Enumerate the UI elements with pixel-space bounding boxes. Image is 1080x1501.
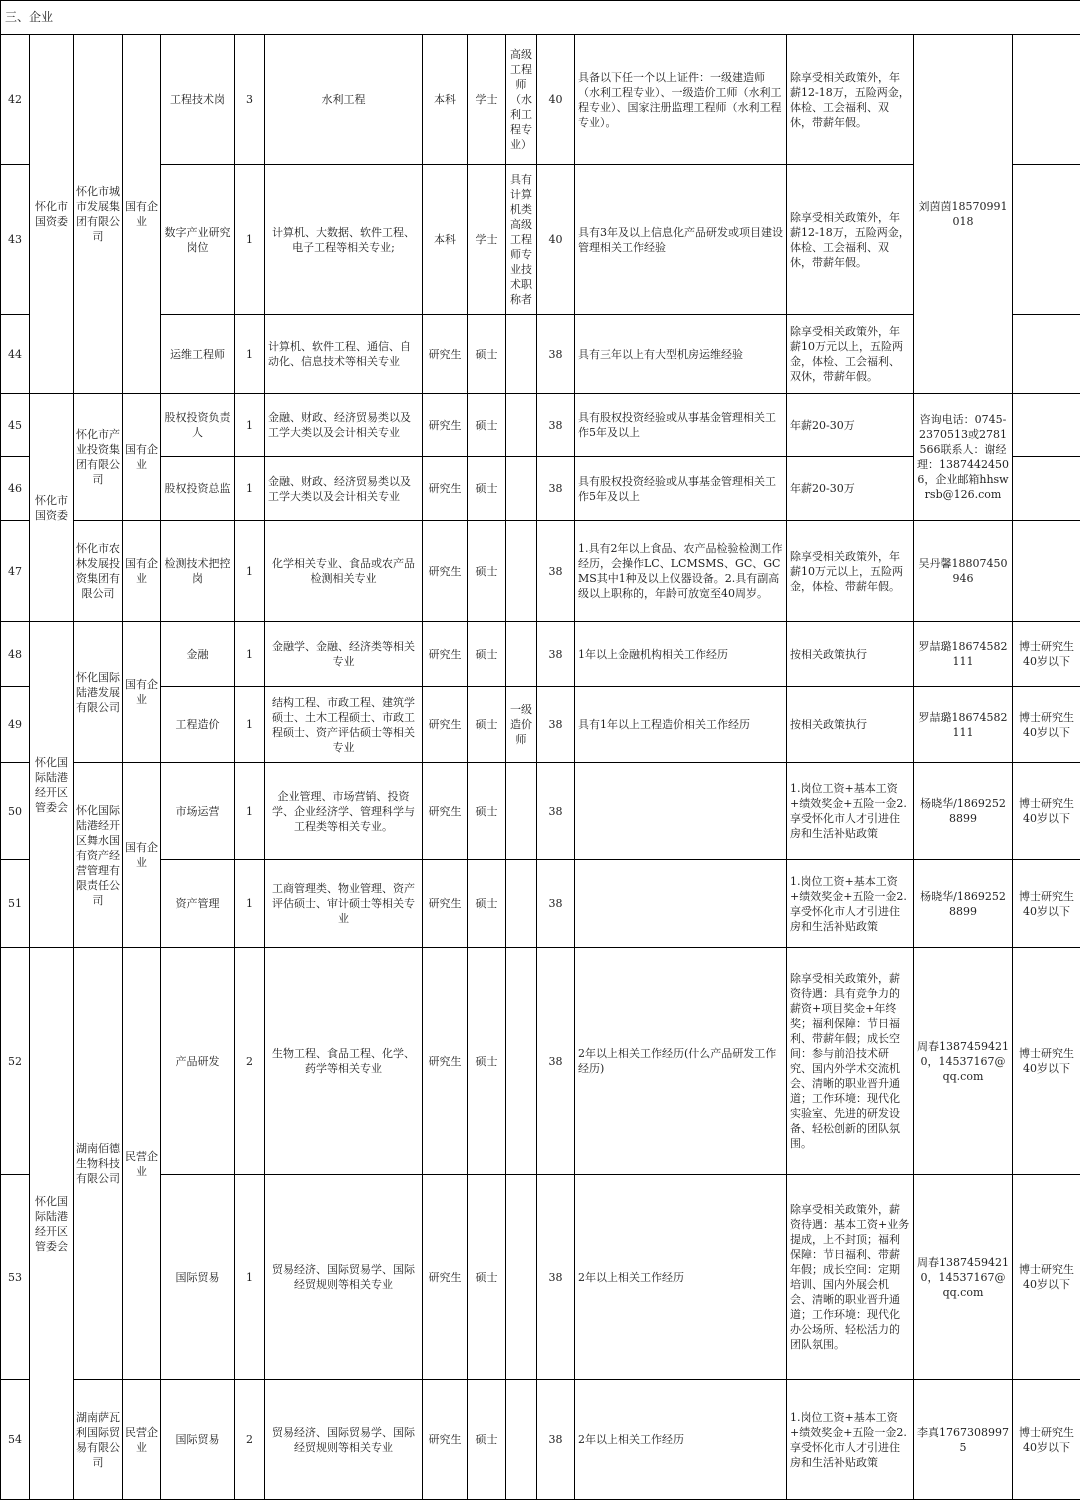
organization-cell: 怀化市城市发展集团有限公司 [74, 35, 123, 394]
contact-cell: 吴丹馨18807450946 [914, 521, 1013, 622]
pay-cell: 除享受相关政策外，薪资待遇：基本工资+业务提成，上不封顶；福利保障：节日福利、带薪年假；成长空间：定期培训、国内外展会机会、清晰的职业晋升通道；工作环境：现代化办公场所、轻松活力的团队氛围。 [787, 1175, 914, 1380]
count-cell: 2 [235, 1380, 265, 1500]
age-cell: 38 [537, 394, 575, 457]
education-cell: 研究生 [423, 622, 468, 687]
remark-cell [1013, 521, 1080, 622]
department-cell: 怀化国际陆港经开区管委会 [30, 622, 74, 948]
count-cell: 1 [235, 622, 265, 687]
post-cell: 工程技术岗 [161, 35, 235, 165]
post-cell: 产品研发 [161, 948, 235, 1175]
education-cell: 研究生 [423, 457, 468, 521]
degree-cell: 硕士 [468, 687, 506, 763]
organization-cell: 怀化市产业投资集团有限公司 [74, 394, 123, 521]
pay-cell: 按相关政策执行 [787, 687, 914, 763]
degree-cell: 硕士 [468, 394, 506, 457]
title-cell [506, 315, 537, 394]
count-cell: 1 [235, 315, 265, 394]
remark-cell: 博士研究生40岁以下 [1013, 860, 1080, 948]
age-cell: 38 [537, 521, 575, 622]
major-cell: 金融、财政、经济贸易类以及工学大类以及会计相关专业 [265, 394, 423, 457]
education-cell: 研究生 [423, 1175, 468, 1380]
pay-cell: 除享受相关政策外，年薪12-18万，五险两金，体检、工会福利、双休，带薪年假。 [787, 35, 914, 165]
age-cell: 38 [537, 687, 575, 763]
requirement-cell [575, 763, 787, 860]
organization-cell: 怀化市农林发展投资集团有限公司 [74, 521, 123, 622]
post-cell: 市场运营 [161, 763, 235, 860]
title-cell [506, 622, 537, 687]
nature-cell: 国有企业 [123, 622, 161, 763]
row-number: 47 [1, 521, 30, 622]
pay-cell: 1.岗位工资+基本工资+绩效奖金+五险一金2.享受怀化市人才引进住房和生活补贴政策 [787, 763, 914, 860]
degree-cell: 学士 [468, 35, 506, 165]
row-number: 45 [1, 394, 30, 457]
major-cell: 计算机、大数据、软件工程、电子工程等相关专业; [265, 165, 423, 315]
row-number: 49 [1, 687, 30, 763]
remark-cell [1013, 35, 1080, 165]
post-cell: 运维工程师 [161, 315, 235, 394]
post-cell: 检测技术把控岗 [161, 521, 235, 622]
title-cell [506, 948, 537, 1175]
table-row [1, 1380, 1080, 1500]
title-cell [506, 394, 537, 457]
age-cell: 40 [537, 165, 575, 315]
degree-cell: 硕士 [468, 457, 506, 521]
department-cell: 怀化国际陆港经开区管委会 [30, 948, 74, 1500]
nature-cell: 国有企业 [123, 521, 161, 622]
organization-cell: 湖南佰德生物科技有限公司 [74, 948, 123, 1380]
row-number: 51 [1, 860, 30, 948]
row-number: 54 [1, 1380, 30, 1500]
age-cell: 38 [537, 763, 575, 860]
remark-cell [1013, 394, 1080, 457]
age-cell: 40 [537, 35, 575, 165]
post-cell: 国际贸易 [161, 1380, 235, 1500]
pay-cell: 1.岗位工资+基本工资+绩效奖金+五险一金2.享受怀化市人才引进住房和生活补贴政策 [787, 860, 914, 948]
post-cell: 工程造价 [161, 687, 235, 763]
nature-cell: 民营企业 [123, 948, 161, 1380]
pay-cell: 除享受相关政策外，薪资待遇：具有竞争力的薪资+项目奖金+年终奖；福利保障：节日福利、带薪年假；成长空间：参与前沿技术研究、国内外学术交流机会、清晰的职业晋升通道；工作环境：现代化实验室、先进的研发设备、轻松创新的团队氛围。 [787, 948, 914, 1175]
education-cell: 研究生 [423, 1380, 468, 1500]
count-cell: 1 [235, 394, 265, 457]
row-number: 53 [1, 1175, 30, 1380]
department-cell: 怀化市国资委 [30, 394, 74, 622]
requirement-cell: 2年以上相关工作经历(什么产品研发工作经历) [575, 948, 787, 1175]
title-cell: 具有计算机类高级工程师专业技术职称者 [506, 165, 537, 315]
age-cell: 38 [537, 1175, 575, 1380]
remark-cell: 博士研究生40岁以下 [1013, 763, 1080, 860]
title-cell [506, 1175, 537, 1380]
count-cell: 1 [235, 763, 265, 860]
pay-cell: 按相关政策执行 [787, 622, 914, 687]
requirement-cell: 1.具有2年以上食品、农产品检验检测工作经历，会操作LC、LCMSMS、GC、GCMS其中1种及以上仪器设备。2.具有副高级以上职称的，年龄可放宽至40周岁。 [575, 521, 787, 622]
row-number: 44 [1, 315, 30, 394]
education-cell: 研究生 [423, 860, 468, 948]
requirement-cell: 2年以上相关工作经历 [575, 1175, 787, 1380]
nature-cell: 国有企业 [123, 394, 161, 521]
title-cell [506, 860, 537, 948]
count-cell: 1 [235, 521, 265, 622]
remark-cell: 博士研究生40岁以下 [1013, 1380, 1080, 1500]
table-row [1, 948, 1080, 1175]
contact-cell: 周春13874594210，14537167@qq.com [914, 1175, 1013, 1380]
major-cell: 企业管理、市场营销、投资学、企业经济学、管理科学与工程类等相关专业。 [265, 763, 423, 860]
remark-cell [1013, 315, 1080, 394]
table-row [1, 35, 1080, 165]
title-cell [506, 763, 537, 860]
pay-cell: 除享受相关政策外，年薪10万元以上，五险两金，体检、工会福利、双休，带薪年假。 [787, 315, 914, 394]
requirement-cell: 具有三年以上有大型机房运维经验 [575, 315, 787, 394]
education-cell: 研究生 [423, 687, 468, 763]
requirement-cell [575, 860, 787, 948]
pay-cell: 除享受相关政策外，年薪12-18万，五险两金，体检、工会福利、双休，带薪年假。 [787, 165, 914, 315]
department-cell: 怀化市国资委 [30, 35, 74, 394]
row-number: 46 [1, 457, 30, 521]
organization-cell: 湖南萨瓦利国际贸易有限公司 [74, 1380, 123, 1500]
contact-cell: 罗喆璐18674582111 [914, 687, 1013, 763]
degree-cell: 硕士 [468, 315, 506, 394]
requirement-cell: 具备以下任一个以上证件：一级建造师（水利工程专业）、一级造价工师（水利工程专业）、国家注册监理工程师（水利工程专业）。 [575, 35, 787, 165]
table-row [1, 860, 1080, 948]
degree-cell: 学士 [468, 165, 506, 315]
contact-cell: 杨晓华/18692528899 [914, 860, 1013, 948]
table-row [1, 622, 1080, 687]
count-cell: 2 [235, 948, 265, 1175]
remark-cell: 博士研究生40岁以下 [1013, 687, 1080, 763]
nature-cell: 民营企业 [123, 1380, 161, 1500]
major-cell: 生物工程、食品工程、化学、药学等相关专业 [265, 948, 423, 1175]
pay-cell: 年薪20-30万 [787, 394, 914, 457]
post-cell: 金融 [161, 622, 235, 687]
table-row [1, 687, 1080, 763]
age-cell: 38 [537, 1380, 575, 1500]
requirement-cell: 具有1年以上工程造价相关工作经历 [575, 687, 787, 763]
degree-cell: 硕士 [468, 860, 506, 948]
title-cell: 一级造价师 [506, 687, 537, 763]
education-cell: 研究生 [423, 763, 468, 860]
count-cell: 1 [235, 687, 265, 763]
major-cell: 金融学、金融、经济类等相关专业 [265, 622, 423, 687]
row-number: 43 [1, 165, 30, 315]
requirement-cell: 1年以上金融机构相关工作经历 [575, 622, 787, 687]
table-row [1, 763, 1080, 860]
post-cell: 国际贸易 [161, 1175, 235, 1380]
degree-cell: 硕士 [468, 521, 506, 622]
table-row [1, 521, 1080, 622]
requirement-cell: 2年以上相关工作经历 [575, 1380, 787, 1500]
major-cell: 化学相关专业、食品或农产品检测相关专业 [265, 521, 423, 622]
contact-cell: 咨询电话：0745-2370513或2781566联系人：谢经理：13874424506，企业邮箱hhswrsb@126.com [914, 394, 1013, 521]
degree-cell: 硕士 [468, 1175, 506, 1380]
degree-cell: 硕士 [468, 763, 506, 860]
count-cell: 3 [235, 35, 265, 165]
organization-cell: 怀化国际陆港发展有限公司 [74, 622, 123, 763]
post-cell: 数字产业研究岗位 [161, 165, 235, 315]
degree-cell: 硕士 [468, 948, 506, 1175]
count-cell: 1 [235, 165, 265, 315]
nature-cell: 国有企业 [123, 763, 161, 948]
education-cell: 本科 [423, 35, 468, 165]
degree-cell: 硕士 [468, 622, 506, 687]
count-cell: 1 [235, 457, 265, 521]
major-cell: 结构工程、市政工程、建筑学硕士、土木工程硕士、市政工程硕士、资产评估硕士等相关专业 [265, 687, 423, 763]
post-cell: 股权投资负责人 [161, 394, 235, 457]
remark-cell: 博士研究生40岁以下 [1013, 1175, 1080, 1380]
post-cell: 股权投资总监 [161, 457, 235, 521]
remark-cell [1013, 165, 1080, 315]
major-cell: 工商管理类、物业管理、资产评估硕士、审计硕士等相关专业 [265, 860, 423, 948]
title-cell: 高级工程师（水利工程专业） [506, 35, 537, 165]
remark-cell: 博士研究生40岁以下 [1013, 622, 1080, 687]
age-cell: 38 [537, 948, 575, 1175]
major-cell: 贸易经济、国际贸易学、国际经贸规则等相关专业 [265, 1175, 423, 1380]
section-header-row [1, 1, 1080, 35]
education-cell: 研究生 [423, 315, 468, 394]
age-cell: 38 [537, 315, 575, 394]
contact-cell: 杨晓华/18692528899 [914, 763, 1013, 860]
age-cell: 38 [537, 860, 575, 948]
title-cell [506, 1380, 537, 1500]
contact-cell: 李真17673089975 [914, 1380, 1013, 1500]
contact-cell: 周春13874594210，14537167@qq.com [914, 948, 1013, 1175]
row-number: 50 [1, 763, 30, 860]
organization-cell: 怀化国际陆港经开区舞水国有资产经营管理有限责任公司 [74, 763, 123, 948]
requirement-cell: 具有股权投资经验或从事基金管理相关工作5年及以上 [575, 457, 787, 521]
major-cell: 计算机、软件工程、通信、自动化、信息技术等相关专业 [265, 315, 423, 394]
requirement-cell: 具有3年及以上信息化产品研发或项目建设管理相关工作经验 [575, 165, 787, 315]
education-cell: 研究生 [423, 394, 468, 457]
age-cell: 38 [537, 457, 575, 521]
education-cell: 研究生 [423, 521, 468, 622]
post-cell: 资产管理 [161, 860, 235, 948]
row-number: 48 [1, 622, 30, 687]
degree-cell: 硕士 [468, 1380, 506, 1500]
section-title: 三、企业 [1, 1, 1080, 35]
pay-cell: 年薪20-30万 [787, 457, 914, 521]
count-cell: 1 [235, 1175, 265, 1380]
remark-cell: 博士研究生40岁以下 [1013, 948, 1080, 1175]
table-row [1, 1175, 1080, 1380]
remark-cell [1013, 457, 1080, 521]
table-row [1, 394, 1080, 457]
pay-cell: 除享受相关政策外，年薪10万元以上，五险两金，体检、带薪年假。 [787, 521, 914, 622]
major-cell: 水利工程 [265, 35, 423, 165]
education-cell: 研究生 [423, 948, 468, 1175]
nature-cell: 国有企业 [123, 35, 161, 394]
age-cell: 38 [537, 622, 575, 687]
row-number: 52 [1, 948, 30, 1175]
title-cell [506, 521, 537, 622]
contact-cell: 罗喆璐18674582111 [914, 622, 1013, 687]
education-cell: 本科 [423, 165, 468, 315]
major-cell: 金融、财政、经济贸易类以及工学大类以及会计相关专业 [265, 457, 423, 521]
count-cell: 1 [235, 860, 265, 948]
pay-cell: 1.岗位工资+基本工资+绩效奖金+五险一金2.享受怀化市人才引进住房和生活补贴政策 [787, 1380, 914, 1500]
major-cell: 贸易经济、国际贸易学、国际经贸规则等相关专业 [265, 1380, 423, 1500]
contact-cell: 刘茵茵18570991018 [914, 35, 1013, 394]
requirement-cell: 具有股权投资经验或从事基金管理相关工作5年及以上 [575, 394, 787, 457]
title-cell [506, 457, 537, 521]
row-number: 42 [1, 35, 30, 165]
